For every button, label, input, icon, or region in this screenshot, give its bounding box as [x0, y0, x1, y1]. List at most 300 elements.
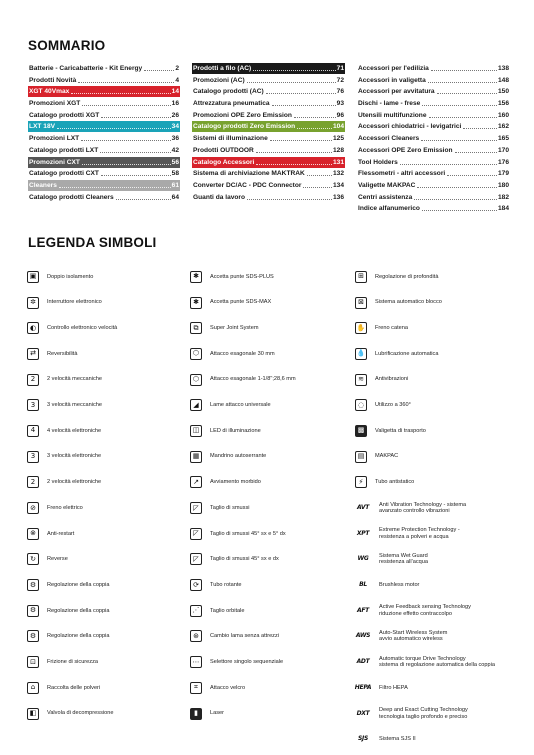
legend-label: Reversibilità [47, 350, 78, 357]
toc-entry-page: 72 [336, 76, 344, 84]
toc-entry-page: 125 [332, 135, 344, 143]
sequential-selector-icon: ⋯ [190, 656, 202, 668]
dxt-logo-icon: DXT [355, 708, 371, 720]
toc-entry[interactable] [28, 168, 180, 179]
toc-entry-page: 76 [336, 88, 344, 96]
toc-leader-dots [297, 128, 332, 129]
3-electronic-speeds-icon: 3 [27, 451, 39, 463]
legend-item [190, 470, 355, 496]
toc-leader-dots [429, 117, 497, 118]
toc-entry-page: 36 [171, 135, 179, 143]
legend-label: Lame attacco universale [210, 402, 271, 409]
legend-text [375, 351, 438, 357]
toc-entry-page: 165 [497, 135, 509, 143]
toc-leader-dots [82, 164, 171, 165]
legend-label: Laser [210, 710, 224, 717]
legend-column [355, 264, 525, 752]
legend-label: Avviamento morbido [210, 479, 261, 486]
toc-leader-dots [256, 152, 332, 153]
legend-text [47, 531, 74, 537]
legend-item [355, 701, 525, 727]
toc-entry-label: Dischi - lame - frese [358, 100, 421, 108]
legend-text [47, 608, 110, 614]
toc-entry[interactable] [192, 168, 345, 179]
toc-leader-dots [82, 105, 170, 106]
toc-leader-dots [422, 210, 497, 211]
legend-item [190, 495, 355, 521]
toc-leader-dots [59, 187, 171, 188]
legend-text [379, 656, 495, 669]
legend-item [355, 264, 525, 290]
legend-item [355, 547, 525, 573]
toc-entry-label: Batterie - Caricabatterie - Kit Energy [29, 65, 143, 72]
toc-entry[interactable] [28, 63, 180, 74]
legend-column [190, 264, 355, 726]
toc-entry[interactable] [357, 63, 510, 74]
toc-entry-page: 148 [497, 76, 509, 84]
bevel-cut-45-sx-dx-icon: ◸ [190, 553, 202, 565]
toc-entry-label: Prodotti OUTDOOR [193, 146, 254, 154]
legend-item [27, 701, 187, 727]
toc-entry[interactable] [357, 75, 510, 86]
toc-leader-dots [256, 164, 332, 165]
legend-sublabel: avanzato controllo vibrazioni [379, 508, 450, 515]
legend-label: Taglio di smussi 45° sx e dx [210, 556, 279, 563]
toc-entry-label: Prodotti a filo (AC) [193, 65, 252, 72]
toc-entry[interactable] [28, 110, 180, 121]
toc-leader-dots [417, 187, 497, 188]
toc-entry-label: Promozioni LXT [29, 135, 80, 143]
legend-sublabel: sistema di regolazione automatica della coppia [379, 662, 495, 669]
legend-sublabel: resistenza a polveri e acqua [379, 533, 449, 540]
legend-text [379, 582, 419, 588]
toc-entry-page: 184 [497, 205, 509, 213]
legend-text [379, 553, 428, 566]
toc-entry[interactable] [28, 75, 180, 86]
toc-leader-dots [307, 175, 332, 176]
toc-leader-dots [303, 187, 332, 188]
toc-entry[interactable] [357, 145, 510, 156]
legend-label: Cambio lama senza attrezzi [210, 633, 280, 640]
toc-entry-label: Promozioni (AC) [193, 76, 245, 84]
depth-adjust-icon: ⊞ [355, 271, 367, 283]
toc-entry-label: Sistemi di illuminazione [193, 135, 268, 143]
toc-entry-page: 134 [332, 181, 344, 189]
toc-entry-label: Centri assistenza [358, 193, 413, 201]
toc-entry-label: Catalogo prodotti Zero Emission [193, 123, 296, 131]
legend-text [47, 556, 68, 562]
legend-text [375, 325, 408, 331]
3-mechanical-speeds-icon: 3 [27, 399, 39, 411]
toc-entry[interactable] [357, 86, 510, 97]
legend-item [355, 444, 525, 470]
legend-text [210, 582, 242, 588]
led-light-icon: ◫ [190, 425, 202, 437]
toc-entry-page: 170 [497, 146, 509, 154]
legend-label: 2 velocità meccaniche [47, 376, 103, 383]
soft-start-icon: ↗ [190, 476, 202, 488]
legend-item [27, 598, 187, 624]
toc-entry-label: Utensili multifunzione [358, 111, 427, 119]
legend-label: Attacco esagonale 30 mm [210, 350, 275, 357]
legend-label: Selettore singolo sequenziale [210, 658, 284, 665]
legend-label: 3 velocità meccaniche [47, 402, 103, 409]
legend-label: 4 velocità elettroniche [47, 427, 102, 434]
toc-entry[interactable] [28, 133, 180, 144]
toc-entry[interactable] [357, 98, 510, 109]
toc-entry-page: 182 [497, 193, 509, 201]
toc-entry[interactable] [28, 121, 180, 132]
toc-entry[interactable] [192, 98, 345, 109]
toc-leader-dots [447, 175, 497, 176]
legend-text [210, 505, 249, 511]
legend-label: Taglio di smussi 45° sx e 5° dx [210, 530, 286, 537]
toc-entry-page: 4 [175, 76, 179, 84]
toc-leader-dots [400, 164, 497, 165]
legend-label: Mandrino autoserrante [210, 453, 267, 460]
legend-label: Auto-Start Wireless System [379, 630, 448, 637]
legend-item [27, 470, 187, 496]
toc-leader-dots [431, 70, 497, 71]
legend-item [355, 367, 525, 393]
toc-entry-label: Sistema di archiviazione MAKTRAK [193, 170, 305, 178]
toc-entry[interactable] [357, 133, 510, 144]
adt-logo-icon: ADT [355, 656, 371, 668]
hepa-logo-icon: HEPA [355, 682, 371, 694]
4-electronic-speeds-icon: 4 [27, 425, 39, 437]
toc-leader-dots [78, 82, 174, 83]
toc-leader-dots [421, 140, 497, 141]
toc-entry[interactable] [192, 192, 345, 203]
toc-entry[interactable] [28, 180, 180, 191]
legend-item [355, 418, 525, 444]
xpt-logo-icon: XPT [355, 528, 371, 540]
legend-item [27, 341, 187, 367]
safety-clutch-icon: ⊡ [27, 656, 39, 668]
toc-entry-page: 2 [175, 65, 179, 72]
legend-label: Tubo antistatico [375, 479, 415, 486]
toc-leader-dots [422, 105, 497, 106]
electronic-switch-icon: ✲ [27, 297, 39, 309]
toc-entry-label: Attrezzatura pneumatica [193, 100, 270, 108]
toc-leader-dots [270, 140, 332, 141]
legend-label: Anti Vibration Technology - sistema [379, 501, 467, 508]
toc-entry[interactable] [28, 192, 180, 203]
legend-label: Attacco velcro [210, 684, 246, 691]
aws-logo-icon: AWS [355, 630, 371, 642]
legend-label: Utilizzo a 360° [375, 402, 411, 409]
toc-leader-dots [100, 152, 170, 153]
hex-30mm-icon: ⬡ [190, 348, 202, 360]
electric-brake-icon: ⊘ [27, 502, 39, 514]
legend-text [210, 453, 266, 459]
page-title-sommario: SOMMARIO [28, 38, 106, 53]
legend-item [355, 675, 525, 701]
toc-entry-page: 131 [332, 158, 344, 166]
legend-label: Reverse [47, 556, 68, 563]
auto-lock-icon: ⊠ [355, 297, 367, 309]
legend-text [47, 351, 77, 357]
toc-entry-page: 179 [497, 170, 509, 178]
toc-entry-label: Catalogo prodotti Cleaners [29, 193, 114, 201]
toc-leader-dots [57, 128, 171, 129]
toc-entry-page: 132 [332, 170, 344, 178]
legend-text [379, 707, 468, 720]
toc-entry-label: Flessometri - altri accessori [358, 170, 446, 178]
double-insulation-icon: ▣ [27, 271, 39, 283]
reverse-icon: ↻ [27, 553, 39, 565]
sds-plus-icon: ✱ [190, 271, 202, 283]
toc-entry-label: Accessori per l'edilizia [358, 65, 429, 72]
toc-leader-dots [144, 70, 174, 71]
toc-leader-dots [272, 105, 336, 106]
legend-text [210, 325, 259, 331]
toc-entry-page: 56 [171, 158, 179, 166]
toc-entry-label: Promozioni XGT [29, 100, 81, 108]
toc-entry-label: Accessori per avvitatura [358, 88, 435, 96]
toc-entry-page: 104 [332, 123, 344, 131]
wet-guard-logo-icon: WG [355, 553, 371, 565]
antistatic-tube-icon: ⚡ [355, 476, 367, 488]
legend-item [190, 572, 355, 598]
toc-entry-page: 150 [497, 88, 509, 96]
legend-item [355, 726, 525, 752]
legend-text [47, 453, 101, 459]
legend-item [190, 521, 355, 547]
toc-entry[interactable] [357, 110, 510, 121]
toc-entry[interactable] [192, 110, 345, 121]
toc-entry[interactable] [28, 157, 180, 168]
anti-vibration-icon: ≋ [355, 374, 367, 386]
bevel-cut-45-dx-icon: ◸ [190, 528, 202, 540]
toc-entry-page: 64 [171, 193, 179, 201]
legend-item [27, 675, 187, 701]
legend-label: 3 velocità elettroniche [47, 453, 102, 460]
legend-text [210, 274, 274, 280]
legend-label: Freno elettrico [47, 504, 83, 511]
toc-entry[interactable] [28, 98, 180, 109]
legend-text [47, 659, 98, 665]
legend-sublabel: resistenza all'acqua [379, 559, 428, 566]
toc-entry-label: Catalogo prodotti XGT [29, 111, 100, 119]
legend-text [375, 453, 398, 459]
legend-text [210, 428, 261, 434]
legend-text [379, 630, 447, 643]
toc-column [192, 63, 345, 203]
legend-label: Raccolta delle polveri [47, 684, 101, 691]
legend-text [379, 685, 408, 691]
legend-text [210, 351, 275, 357]
legend-label: Regolazione della coppia [47, 633, 110, 640]
toc-entry[interactable] [192, 63, 345, 74]
legend-text [47, 633, 110, 639]
torque-adjust-3-icon: ⚙ [27, 630, 39, 642]
legend-label: Active Feedback sensing Technology [379, 604, 471, 611]
toc-entry-page: 176 [497, 158, 509, 166]
toc-leader-dots [428, 82, 497, 83]
legend-text [375, 376, 408, 382]
toc-entry[interactable] [357, 157, 510, 168]
toc-entry[interactable] [357, 192, 510, 203]
torque-adjust-2-icon: ⚙ [27, 605, 39, 617]
legend-text [375, 274, 438, 280]
toc-entry-page: 93 [336, 100, 344, 108]
legend-label: Regolazione della coppia [47, 581, 110, 588]
legend-label: Accetta punte SDS-PLUS [210, 273, 274, 280]
toc-entry[interactable] [357, 203, 510, 214]
legend-label: Extreme Protection Technology - [379, 527, 460, 534]
toc-entry-label: Catalogo prodotti LXT [29, 146, 99, 154]
bevel-cut-icon: ◸ [190, 502, 202, 514]
toc-entry-page: 162 [497, 123, 509, 131]
legend-text [379, 736, 416, 742]
decompression-valve-icon: ◧ [27, 708, 39, 720]
toc-entry[interactable] [192, 121, 345, 132]
toc-entry[interactable] [357, 168, 510, 179]
toc-leader-dots [247, 199, 332, 200]
legend-text [375, 428, 426, 434]
legend-item [190, 367, 355, 393]
legend-label: Taglio orbitale [210, 607, 245, 614]
sjs2-logo-icon: SJS [355, 733, 371, 745]
toc-entry-page: 71 [336, 65, 344, 72]
toc-leader-dots [414, 199, 497, 200]
legend-item [27, 495, 187, 521]
legend-label: Valvola di decompressione [47, 710, 114, 717]
toc-entry[interactable] [192, 133, 345, 144]
sds-max-icon: ✱ [190, 297, 202, 309]
legend-label: Super Joint System [210, 325, 259, 332]
toc-entry[interactable] [357, 180, 510, 191]
dust-collection-icon: ⌂ [27, 682, 39, 694]
velcro-icon: ⌗ [190, 682, 202, 694]
legend-item [190, 598, 355, 624]
legend-item [190, 264, 355, 290]
legend-label: Antivibrazioni [375, 376, 409, 383]
legend-item [355, 290, 525, 316]
toc-entry[interactable] [28, 145, 180, 156]
toc-leader-dots [101, 175, 171, 176]
legend-label: Lubrificazione automatica [375, 350, 439, 357]
toc-entry-page: 156 [497, 100, 509, 108]
toc-entry-label: LXT 18V [29, 123, 56, 131]
toc-entry-label: Promozioni CXT [29, 158, 80, 166]
legend-text [47, 428, 101, 434]
legend-item [355, 470, 525, 496]
toc-leader-dots [247, 82, 336, 83]
toc-entry-label: Accessori Cleaners [358, 135, 420, 143]
legend-label: Deep and Exact Cutting Technology [379, 707, 468, 714]
toc-entry-page: 26 [171, 111, 179, 119]
aft-logo-icon: AFT [355, 605, 371, 617]
toc-entry-label: Accessori chiodatrici - levigatrici [358, 123, 462, 131]
rotating-tube-icon: ⟳ [190, 579, 202, 591]
toc-leader-dots [294, 117, 336, 118]
toc-leader-dots [253, 70, 335, 71]
legend-item [27, 315, 187, 341]
toc-entry-label: Indice alfanumerico [358, 205, 420, 213]
legend-label: Brushless motor [379, 581, 420, 588]
legend-text [47, 299, 102, 305]
legend-text [210, 685, 245, 691]
legend-text [210, 710, 224, 716]
legend-item [27, 624, 187, 650]
hex-1-1-8-icon: ⬡ [190, 374, 202, 386]
legend-label: Attacco esagonale 1-1/8";28,6 mm [210, 376, 296, 383]
toc-entry[interactable] [192, 180, 345, 191]
legend-label: Taglio di smussi [210, 504, 250, 511]
toc-leader-dots [71, 93, 170, 94]
legend-item [190, 624, 355, 650]
toc-entry-label: XGT 40Vmax [29, 88, 70, 96]
legend-text [375, 402, 411, 408]
toc-leader-dots [116, 199, 171, 200]
toc-entry-label: Valigette MAKPAC [358, 181, 416, 189]
legend-text [210, 376, 296, 382]
legend-label: Filtro HEPA [379, 684, 408, 691]
toc-entry-label: Catalogo prodotti CXT [29, 170, 99, 178]
legend-item [27, 418, 187, 444]
2-mechanical-speeds-icon: 2 [27, 374, 39, 386]
makpac-icon: ▤ [355, 451, 367, 463]
legend-sublabel: riduzione effetto contraccolpo [379, 610, 452, 617]
toc-leader-dots [455, 152, 497, 153]
toc-column [357, 63, 510, 215]
legend-label: Controllo elettronico velocità [47, 325, 118, 332]
legend-text [47, 685, 100, 691]
legend-item [190, 701, 355, 727]
toc-entry-label: Promozioni OPE Zero Emission [193, 111, 292, 119]
legend-label: Automatic torque Drive Technology [379, 655, 466, 662]
toc-entry[interactable] [357, 121, 510, 132]
toc-entry-page: 160 [497, 111, 509, 119]
legend-text [47, 710, 113, 716]
toc-column [28, 63, 180, 203]
orbital-cut-icon: ⋰ [190, 605, 202, 617]
legend-text [210, 299, 271, 305]
toc-entry[interactable] [28, 86, 180, 97]
legend-text [47, 376, 102, 382]
toc-entry-page: 180 [497, 181, 509, 189]
avt-logo-icon: AVT [355, 502, 371, 514]
toc-entry[interactable] [192, 145, 345, 156]
chain-brake-icon: ✋ [355, 322, 367, 334]
toc-entry[interactable] [192, 157, 345, 168]
reversible-icon: ⇄ [27, 348, 39, 360]
laser-icon: ▮ [190, 708, 202, 720]
super-joint-icon: ⧉ [190, 322, 202, 334]
legend-item [190, 547, 355, 573]
legend-item [355, 392, 525, 418]
legend-text [47, 402, 102, 408]
360-use-icon: ◌ [355, 399, 367, 411]
toc-leader-dots [266, 93, 336, 94]
carry-case-icon: ▩ [355, 425, 367, 437]
legend-label: LED di illuminazione [210, 427, 261, 434]
legend-item [190, 341, 355, 367]
legend-text [379, 604, 471, 617]
legend-label: Regolazione di profondità [375, 273, 439, 280]
legend-label: Sistema Wet Guard [379, 553, 428, 559]
legend-label: Regolazione della coppia [47, 607, 110, 614]
toc-entry[interactable] [192, 75, 345, 86]
legend-item [355, 341, 525, 367]
toc-entry-page: 34 [171, 123, 179, 131]
toc-entry-label: Cleaners [29, 181, 57, 189]
page-title-legenda: LEGENDA SIMBOLI [28, 235, 157, 250]
toc-entry-page: 42 [171, 146, 179, 154]
toc-entry[interactable] [192, 86, 345, 97]
